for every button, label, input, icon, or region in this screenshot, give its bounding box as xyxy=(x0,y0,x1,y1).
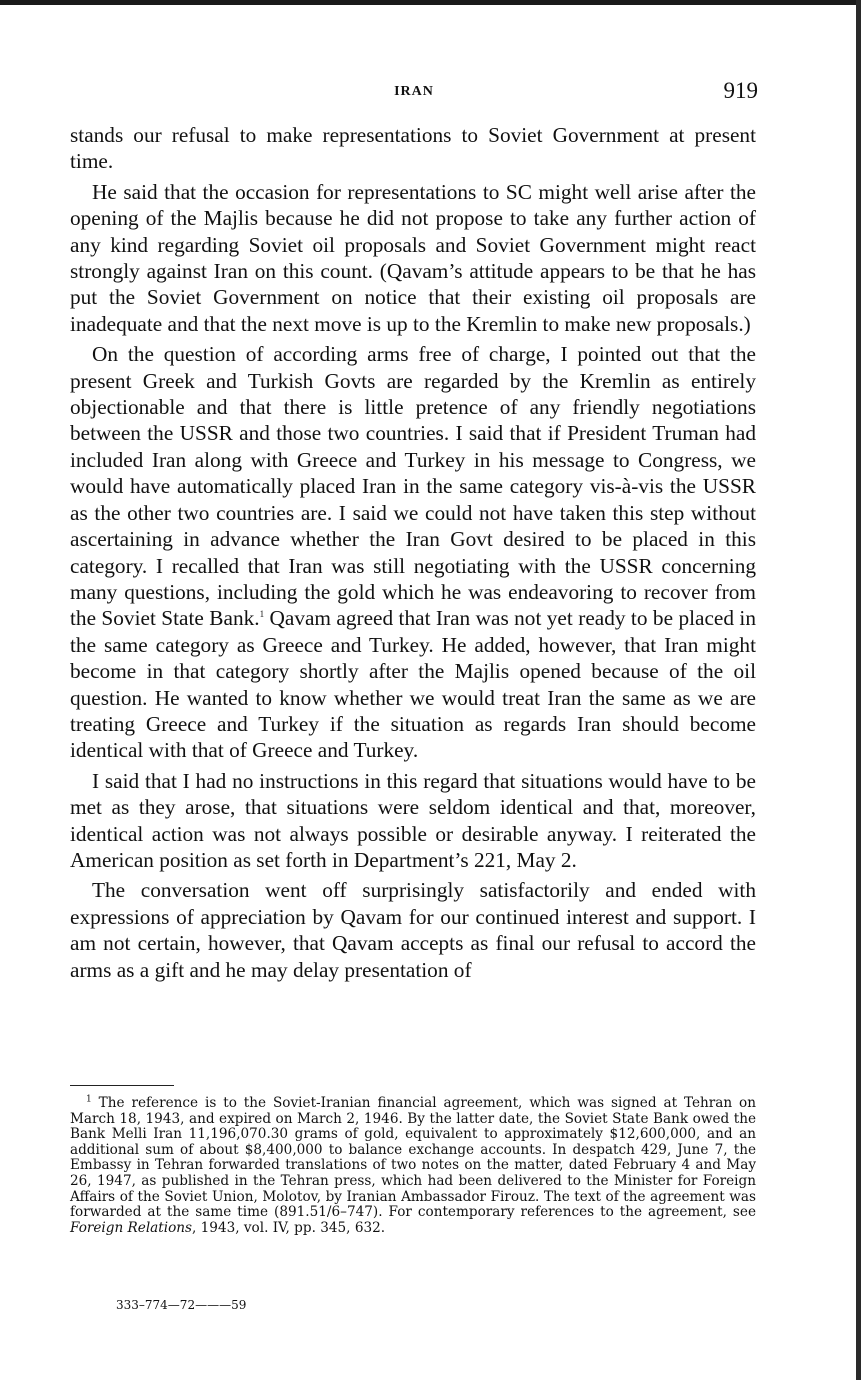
page-number: 919 xyxy=(723,78,758,103)
top-border xyxy=(0,0,861,5)
running-head: IRAN xyxy=(394,84,434,99)
paragraph-1: stands our refusal to make representations to Soviet Government at present time. xyxy=(70,123,756,174)
footnote-text-1: The reference is to the Soviet-Iranian financial agreement, which was signed at Tehran on March 18, 1943, and expired on March 2, 1946. By the latter date, the Soviet State Bank owed the Bank Melli Iran 11,196,070.30 grams of gold, equivalent to approximately $12,600,000, and an additional sum of about $8,400,000 to balance exchange accounts. In despatch 429, June 7, the Embassy in Tehran forwarded translations of two notes on the matter, dated February 4 and May 26, 1947, as published in the Tehran press, which had been delivered to the Minister for Foreign Affairs of the Soviet Union, Molotov, by Iranian Ambassador Firouz. The text of the agreement was forwarded at the same time (891.51/6–747). For contemporary references to the agreement, see xyxy=(70,1095,756,1221)
paragraph-2: He said that the occasion for representations to SC might well arise after the opening of the Majlis because he did not propose to take any further action of any kind regarding Soviet oil proposals and Soviet Government might react strongly against Iran on this count. (Qavam’s attitude appears to be that he has put the Soviet Government on notice that their existing oil proposals are inadequate and that the next move is up to the Kremlin to make new proposals.) xyxy=(70,179,756,336)
paragraph-5: The conversation went off surprisingly satisfactorily and ended with expressions of appreciation by Qavam for our continued interest and support. I am not certain, however, that Qavam accepts as final our refusal to accord the arms as a gift and he may delay presentation of xyxy=(70,878,756,982)
paragraph-4: I said that I had no instructions in this regard that situations would have to be met as they arose, that situations were seldom identical and that, moreover, identical action was not always possible or desirable anyway. I reiterated the American position as set forth in Department’s 221, May 2. xyxy=(70,768,756,872)
page-header xyxy=(70,78,758,108)
paragraph-3 xyxy=(70,341,756,764)
footnote-marker: 1 xyxy=(86,1094,92,1105)
footnote-reference: 1 xyxy=(259,609,265,620)
paragraph-3-part-1: On the question of according arms free of charge, I pointed out that the present Greek and Turkish Govts are regarded by the Kremlin as entirely objectionable and that there is little pretence of any friendly negotiations between the USSR and those two countries. I said that if President Truman had included Iran along with Greece and Turkey in his message to Congress, we would have automatically placed Iran in the same category vis-à-vis the USSR as the other two countries are. I said we could not have taken this step without ascertaining in advance whether the Iran Govt desired to be placed in this category. I recalled that Iran was still negotiating with the USSR concerning many questions, including the gold which he was endeavoring to recover from the Soviet State Bank. xyxy=(70,342,756,631)
body-text xyxy=(70,122,756,987)
footnote-text-2: , 1943, vol. IV, pp. 345, 632. xyxy=(192,1219,386,1236)
footnote-divider xyxy=(70,1085,174,1086)
right-border xyxy=(856,0,861,1380)
print-code: 333–774—72———59 xyxy=(116,1298,247,1312)
paragraph-3-part-2: Qavam agreed that Iran was not yet ready to be placed in the same category as Greece and Turkey. He added, however, that Iran might become in that category shortly after the Majlis opened because of the oil question. He wanted to know whether we would treat Iran the same as we are treating Greece and Turkey if the situation as regards Iran should become identical with that of Greece and Turkey. xyxy=(70,606,756,763)
footnote-italic-title: Foreign Relations xyxy=(70,1219,192,1236)
footnote xyxy=(70,1096,756,1236)
